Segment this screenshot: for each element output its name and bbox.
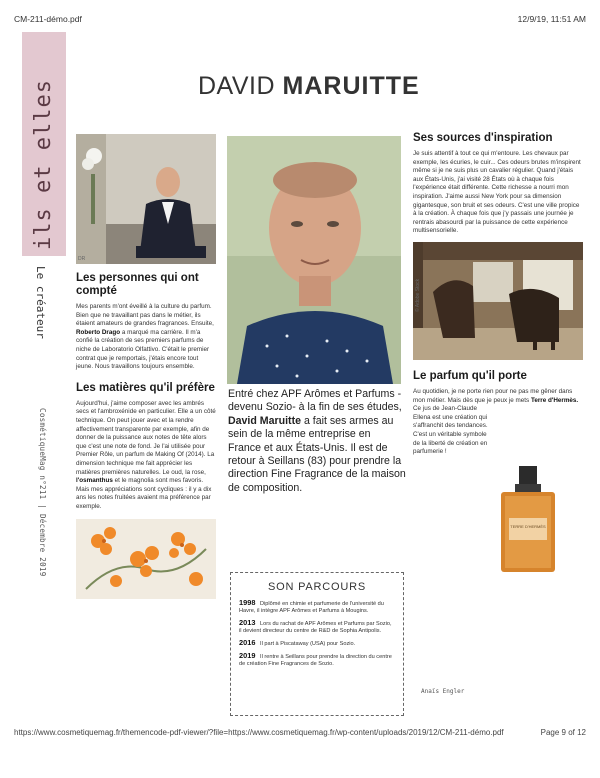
intro-name: David Maruitte	[228, 414, 301, 427]
matieres-text-part2: et le magnolia sont mes favoris. Mais mes appréciations sont cycliques : il y a dix ans les notes fruitées avaient ma préférence par exemple.	[76, 477, 212, 510]
parfum-block	[413, 370, 583, 580]
parcours-year: 2019	[239, 651, 256, 660]
intro-paragraph	[228, 388, 406, 495]
intro-part-c: a fait ses armes au sein de la même entreprise en France et aux États-Unis. Il est de retour à Seillans (83) pour prendre la direction Fine Fragrance de la maison de composition.	[228, 414, 406, 494]
print-header	[14, 14, 586, 28]
parcours-box	[230, 572, 404, 716]
right-column	[413, 132, 583, 580]
personnes-text-part2: a marqué ma carrière. Il m'a confié la création de ses premiers parfums de niche de Laboratorio Olfattivo. C'était le premier contrat que je remportais, j'étais encore tout jeune. Nous travaillons toujours ensemble.	[76, 328, 210, 371]
magazine-footer: CosmétiqueMag n°211 | Décembre 2019	[38, 408, 47, 577]
parcours-text: Diplômé en chimie et parfumerie de l'université du Havre, il intègre APF Arômes et Parfums à Mougins.	[239, 601, 384, 614]
perfume-bottle-illustration	[493, 466, 563, 574]
parcours-title: SON PARCOURS	[267, 581, 367, 593]
section-sources-text: Je suis attentif à tout ce qui m'entoure. Les chevaux par exemple, les écuries, le cuir... Ces odeurs brutes m'inspirent même si je ne suis plus un cavalier régulier. Quand j'étais aux États-Unis, j'ai visité 28 États où à chaque fois l'expérience était différente. Cette richesse a nourri mon inspiration. J'aime aussi New York pour sa dimension gigantesque, son bruit et ses odeurs. C'est une ville propice à la création. À chaque fois que j'y passais une journée je rentrais abasourdi par la puissance de cette expérience multisensorielle.	[413, 150, 581, 235]
portrait-photo-large	[227, 136, 401, 384]
parcours-year: 1998	[239, 598, 256, 607]
perfume-bottle-label: TERRE D'HERMÈS	[510, 523, 546, 529]
section-sources-title: Ses sources d'inspiration	[413, 132, 553, 144]
parcours-item	[239, 599, 395, 615]
intro-part-a: Entré chez APF Arômes et Parfums -devenu Sozio- à la fin de ses études,	[228, 388, 402, 414]
print-url: https://www.cosmetiquemag.fr/themencode-pdf-viewer/?file=https://www.cosmetiquemag.fr/wp-content/uploads/2019/12/CM-211-démo.pdf	[14, 728, 504, 737]
horses-photo-credit: © Adobe Stock	[415, 278, 421, 312]
section-matieres-text	[76, 400, 216, 512]
parcours-year: 2013	[239, 618, 256, 627]
flowers-illustration	[76, 519, 216, 599]
horses-illustration	[413, 242, 583, 360]
perfume-bottle	[493, 466, 563, 574]
matieres-name: l'osmanthus	[76, 477, 113, 485]
article-signature: Anaïs Engler	[421, 688, 465, 695]
page-title	[198, 72, 478, 101]
parfum-text-part1: Au quotidien, je ne porte rien pour ne pas me gêner dans mon métier. Mais dès que je peux je mets	[413, 387, 573, 404]
magazine-page	[8, 28, 592, 720]
matieres-text-part1: Aujourd'hui, j'aime composer avec les ambrés secs et l'ambroxénide en particulier. Elle a un côté technique. On peut jouer avec et la rendre affectivement transparente par exemple, afin de donner de la puissance aux notes de tête alors que c'est une note de fond. Je l'ai utilisée pour Premier Rôle, un parfum de Making Of (2014). La dimension technique me fait apprécier les matières premières naturelles. Le oud, la rose,	[76, 399, 216, 476]
section-personnes-title: Les personnes qui ont compté	[76, 272, 199, 297]
parcours-text: Il part à Piscataway (USA) pour Sozio.	[260, 641, 356, 647]
parfum-text-part2: Ce jus de Jean-Claude Ellena est une création qui s'affranchit des tendances. C'est un véritable symbole de la liberté de création en parfumerie !	[413, 405, 488, 456]
portrait-photo-small	[76, 134, 216, 264]
title-last-name: MARUITTE	[282, 72, 420, 100]
section-matieres-title: Les matières qu'il préfère	[76, 381, 215, 394]
left-column	[76, 134, 216, 599]
magazine-footer-wrapper	[34, 408, 50, 688]
rubric-tab	[22, 32, 66, 256]
parcours-year: 2016	[239, 638, 256, 647]
parcours-text: Il rentre à Seillans pour prendre la direction du centre de création Fine Fragrances de Sozio.	[239, 654, 392, 667]
portrait-illustration-large	[227, 136, 401, 384]
parcours-text: Lors du rachat de APF Arômes et Parfums par Sozio, il devient directeur du centre de R&D de Sophia Antipolis.	[239, 621, 392, 634]
title-first-name: DAVID	[198, 72, 276, 100]
section-parfum-title: Le parfum qu'il porte	[413, 369, 527, 382]
print-file-name: CM-211-démo.pdf	[14, 14, 82, 24]
print-page-indicator: Page 9 of 12	[540, 728, 586, 737]
rubric-label: ils et elles	[31, 79, 56, 250]
section-personnes-text	[76, 303, 216, 372]
personnes-text-part1: Mes parents m'ont éveillé à la culture du parfum. Bien que ne travaillant pas dans le métier, ils étaient amateurs de grandes fragrances. Ensuite,	[76, 303, 214, 328]
print-timestamp: 12/9/19, 11:51 AM	[517, 14, 586, 24]
personnes-name: Roberto Drago	[76, 328, 121, 336]
parcours-item	[239, 652, 395, 668]
parfum-name: Terre d'Hermès.	[530, 396, 579, 404]
section-label: Le créateur	[34, 266, 47, 339]
parcours-item	[239, 619, 395, 635]
section-parfum-text	[413, 388, 583, 457]
flowers-photo	[76, 519, 216, 599]
portrait-illustration-small	[76, 134, 216, 264]
small-photo-credit: DR	[78, 256, 86, 262]
parcours-item	[239, 639, 395, 648]
horses-photo	[413, 242, 583, 360]
section-label-wrapper	[30, 266, 50, 376]
